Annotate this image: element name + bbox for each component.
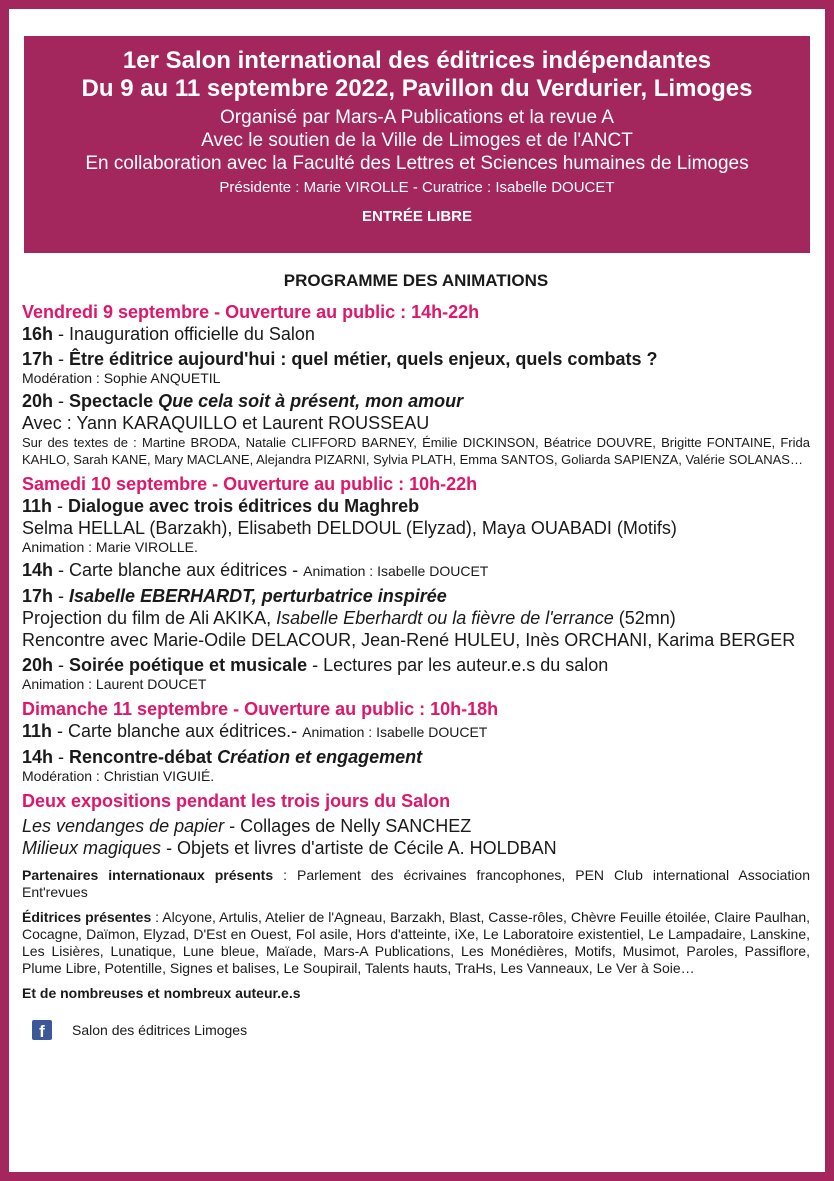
program-title: PROGRAMME DES ANIMATIONS	[283, 271, 549, 290]
sunday-event-2-moderation: Modération : Christian VIGUIÉ.	[22, 768, 215, 784]
event-separator: -	[53, 349, 70, 369]
event-work-title: Création et engagement	[217, 747, 423, 767]
exhibition-2	[22, 837, 810, 859]
exhibition-text: - Collages de Nelly SANCHEZ	[224, 816, 472, 836]
publishers-text: : Alcyone, Artulis, Atelier de l'Agneau, Barzakh, Blast, Casse-rôles, Chèvre Feuille étoilée, Claire Paulhan, Cocagne, Daïmon, Elyzad, D'Est en Ouest, Fol asile, Hors d'atteinte, iXe, Le Laboratoire existentiel, Le Lampadaire, Lanskine, Les Lisières, Lunatique, Lune bleue, Maïade, Mars-A Publications, Les Monédières, Motifs, Musimot, Paroles, Passiflore, Plume Libre, Potentille, Signes et balises, Le Soupirail, Talents hauts, TraHs, Les Vanneaux, Le Ver à Soie…	[22, 909, 810, 976]
friday-event-1	[22, 323, 810, 345]
exhibition-title: Milieux magiques	[22, 838, 162, 858]
sunday-heading: Dimanche 11 septembre - Ouverture au public : 10h-18h	[22, 699, 499, 719]
event-time: 14h	[22, 747, 54, 767]
friday-heading: Vendredi 9 septembre - Ouverture au public : 14h-22h	[22, 302, 480, 322]
authors-line	[22, 985, 810, 1002]
event-text: - Carte blanche aux éditrices.-	[52, 721, 303, 741]
event-title: Soirée poétique et musicale	[69, 655, 308, 675]
exhibition-1	[22, 815, 810, 837]
friday-event-3-texts: Sur des textes de : Martine BRODA, Natalie CLIFFORD BARNEY, Émilie DICKINSON, Béatrice DOUVRE, Brigitte FONTAINE, Frida KAHLO, Sarah KANE, Mary MACLANE, Alejandra PIZARNI, Sylvia PLATH, Emma SANTOS, Goliarda SAPIENZA, Valérie SOLANAS…	[22, 435, 810, 467]
event-time: 20h	[22, 391, 54, 411]
facebook-label[interactable]: Salon des éditrices Limoges	[72, 1022, 248, 1038]
partners-paragraph	[22, 867, 810, 901]
exhibitions-heading: Deux expositions pendant les trois jours du Salon	[22, 791, 451, 811]
saturday-event-1-animation: Animation : Marie VIROLLE.	[22, 539, 198, 555]
header-support: Avec le soutien de la Ville de Limoges et de l'ANCT	[201, 130, 633, 151]
event-title: Rencontre-débat	[69, 747, 218, 767]
header-collaboration: En collaboration avec la Faculté des Lettres et Sciences humaines de Limoges	[85, 153, 749, 174]
saturday-event-2	[22, 559, 810, 582]
event-animation: Animation : Isabelle DOUCET	[303, 563, 489, 579]
event-separator: -	[52, 496, 69, 516]
event-title: Être éditrice aujourd'hui : quel métier, quels enjeux, quels combats ?	[69, 349, 658, 369]
partners-text: : Parlement des écrivaines francophones, PEN Club international Association Ent'revues	[22, 867, 810, 900]
event-separator: -	[53, 586, 70, 606]
event-time: 16h	[22, 324, 54, 344]
friday-event-2-moderation: Modération : Sophie ANQUETIL	[22, 370, 221, 386]
saturday-event-3-meeting: Rencontre avec Marie-Odile DELACOUR, Jean-René HULEU, Inès ORCHANI, Karima BERGER	[22, 630, 796, 650]
exhibition-title: Les vendanges de papier	[22, 816, 225, 836]
event-time: 11h	[22, 721, 53, 741]
saturday-event-3	[22, 585, 810, 607]
partners-label: Partenaires internationaux présents	[22, 867, 274, 883]
friday-event-3	[22, 390, 810, 412]
event-text: - Carte blanche aux éditrices -	[53, 560, 304, 580]
header-entry: ENTRÉE LIBRE	[361, 208, 472, 225]
event-separator: -	[53, 747, 70, 767]
exhibition-text: - Objets et livres d'artiste de Cécile A. HOLDBAN	[161, 838, 557, 858]
event-separator: -	[53, 655, 70, 675]
event-separator: -	[53, 391, 70, 411]
friday-event-3-cast: Avec : Yann KARAQUILLO et Laurent ROUSSEAU	[22, 413, 430, 433]
event-time: 17h	[22, 586, 54, 606]
film-title: Isabelle Eberhardt ou la fièvre de l'errance	[276, 608, 614, 628]
sunday-event-2	[22, 746, 810, 768]
header-title-line2: Du 9 au 11 septembre 2022, Pavillon du Verdurier, Limoges	[81, 75, 753, 102]
projection-text: Projection du film de Ali AKIKA,	[22, 608, 277, 628]
saturday-heading: Samedi 10 septembre - Ouverture au public : 10h-22h	[22, 474, 478, 494]
header-presidency: Présidente : Marie VIROLLE - Curatrice : Isabelle DOUCET	[219, 179, 615, 196]
publishers-label: Éditrices présentes	[22, 909, 152, 925]
event-time: 14h	[22, 560, 54, 580]
saturday-event-3-projection	[22, 607, 810, 629]
program	[22, 271, 810, 1040]
saturday-event-4	[22, 654, 810, 676]
event-title: Isabelle EBERHARDT, perturbatrice inspirée	[69, 586, 447, 606]
header-organiser: Organisé par Mars-A Publications et la revue A	[220, 107, 614, 128]
event-text: - Inauguration officielle du Salon	[53, 324, 315, 344]
sunday-event-1	[22, 720, 810, 743]
film-duration: (52mn)	[613, 608, 676, 628]
friday-event-2	[22, 348, 810, 370]
event-work-title: Que cela soit à présent, mon amour	[158, 391, 464, 411]
event-text: - Lectures par les auteur.e.s du salon	[307, 655, 609, 675]
header-banner	[24, 36, 810, 253]
event-time: 20h	[22, 655, 54, 675]
authors-text: Et de nombreuses et nombreux auteur.e.s	[22, 985, 301, 1001]
event-title: Dialogue avec trois éditrices du Maghreb	[68, 496, 420, 516]
event-title: Spectacle	[69, 391, 159, 411]
event-time: 17h	[22, 349, 54, 369]
header-title-line1: 1er Salon international des éditrices indépendantes	[122, 47, 712, 74]
facebook-icon[interactable]: f	[32, 1020, 52, 1040]
event-animation: Animation : Isabelle DOUCET	[302, 724, 488, 740]
publishers-paragraph	[22, 909, 810, 977]
saturday-event-1	[22, 495, 810, 517]
event-time: 11h	[22, 496, 53, 516]
facebook-link[interactable]	[22, 1020, 810, 1040]
saturday-event-1-guests: Selma HELLAL (Barzakh), Elisabeth DELDOUL (Elyzad), Maya OUABADI (Motifs)	[22, 518, 677, 538]
saturday-event-4-animation: Animation : Laurent DOUCET	[22, 676, 207, 692]
